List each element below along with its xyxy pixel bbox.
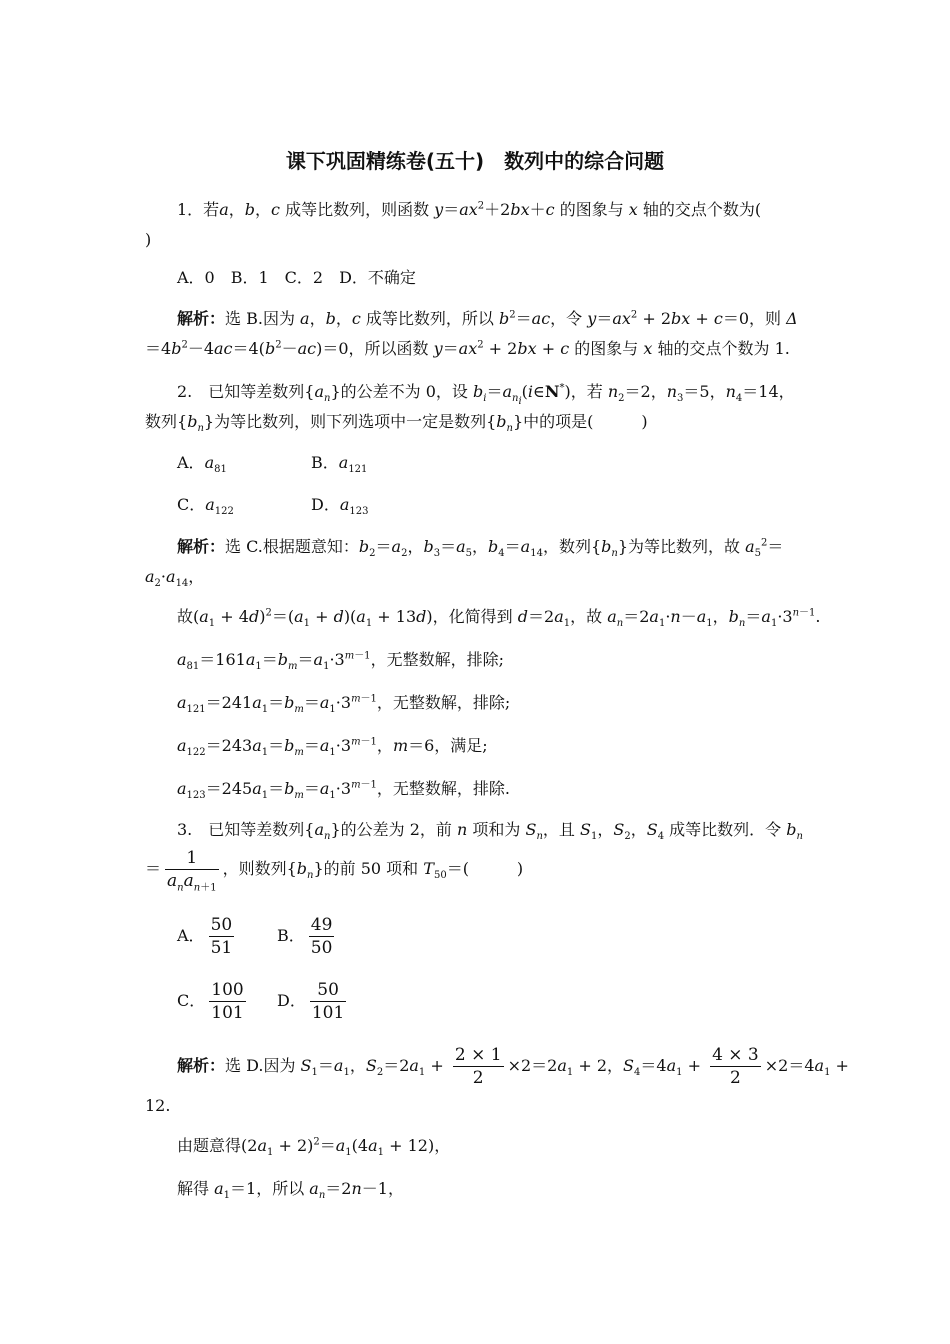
q3-bn-fraction: $\frac{1}{a_na_{n+1}}$ xyxy=(167,848,217,894)
q3-option-b: B． $\frac{49}{50}$ xyxy=(277,915,333,958)
q2-option-b: B．$a_{121}$ xyxy=(311,453,368,476)
q2-option-d: D．$a_{123}$ xyxy=(311,495,369,518)
q2-solution-line3: 故$(a_1 + 4d)^2=(a_1 + d)(a_1 + 13d)$，化简得到 $d=2a_1$，故 $a_n=2a_1\cdot n-a_1$，$b_n=a_1\cdot 3^{n-1}$. xyxy=(177,607,821,630)
q3-solution-line2: 12. xyxy=(145,1096,171,1115)
q3-option-d-fraction: $\frac{50}{101}$ xyxy=(311,980,345,1023)
q2-stem-line2: 数列$\{b_n\}$为等比数列，则下列选项中一定是数列$\{b_n\}$中的项是( ) xyxy=(145,412,648,435)
q3-option-b-fraction: $\frac{49}{50}$ xyxy=(310,915,333,958)
q2-solution-line4: $a_{81}=161a_1=b_m=a_1\cdot 3^{m-1}$，无整数解，排除; xyxy=(177,650,504,673)
q1-stem-line2: ) xyxy=(145,230,152,249)
q2-solution-line5: $a_{121}=241a_1=b_m=a_1\cdot 3^{m-1}$，无整数解，排除; xyxy=(177,693,511,716)
q1-solution-line1: 解析：选 B.因为 a，b，c 成等比数列，所以 $b^2=ac$，令 $y=ax^2 + 2bx + c=0$，则 Δ xyxy=(177,309,798,328)
q2-solution-line7: $a_{123}=245a_1=b_m=a_1\cdot 3^{m-1}$，无整数解，排除. xyxy=(177,779,511,802)
q2-option-c: C．$a_{122}$ xyxy=(177,495,234,518)
q2-solution-line1: 解析：选 C.根据题意知：$b_2=a_2$，$b_3=a_5$，$b_4=a_{14}$，数列$\{b_n\}$为等比数列，故 $a_5^2=$ xyxy=(177,537,784,560)
q3-stem-line2: ＝ $\frac{1}{a_na_{n+1}}$ ，则数列$\{b_n\}$的前 50 项和 $T_{50}=$( ) xyxy=(145,848,524,894)
q3-option-a-fraction: $\frac{50}{51}$ xyxy=(210,915,233,958)
q1-options: A．0 B．1 C．2 D．不确定 xyxy=(177,268,416,287)
q3-option-a: A． $\frac{50}{51}$ xyxy=(177,915,233,958)
q1-stem-line1: 1．若a，b，c 成等比数列，则函数 $y=ax^2+2bx+c$ 的图象与 x 轴的交点个数为( xyxy=(177,200,762,219)
q2-solution-label: 解析： xyxy=(177,537,226,556)
q1-solution-label: 解析： xyxy=(177,309,226,328)
q2-option-a: A．$a_{81}$ xyxy=(177,453,227,476)
q2-solution-line6: $a_{122}=243a_1=b_m=a_1\cdot 3^{m-1}$，m＝6，满足; xyxy=(177,736,488,759)
q3-solution-label: 解析： xyxy=(177,1056,226,1075)
q3-solution-line1: 解析：选 D.因为 $S_1=a_1$，$S_2=2a_1$ + $\frac{2 \times 1}{2}$ $\times 2=2a_1 + 2$，$S_4=4a_1$ + $\frac{4 \times 3}{2}$ $\times 2=4a_1$ + xyxy=(177,1045,849,1088)
q3-option-d: D． $\frac{50}{101}$ xyxy=(277,980,345,1023)
q3-option-c-fraction: $\frac{100}{101}$ xyxy=(211,980,244,1023)
q3-option-c: C． $\frac{100}{101}$ xyxy=(177,980,244,1023)
q3-solution-line4: 解得 $a_1=1$，所以 $a_n=2n-1$， xyxy=(177,1179,404,1202)
q1-solution-line2: $=4b^2-4ac=4(b^2-ac)=0$，所以函数 $y=ax^2 + 2bx + c$ 的图象与 x 轴的交点个数为 1. xyxy=(145,339,790,358)
q3-solution-line3: 由题意得$(2a_1 + 2)^2=a_1(4a_1 + 12)$， xyxy=(177,1136,451,1159)
q2-solution-line2: $a_2\cdot a_{14}$， xyxy=(145,567,205,590)
q2-stem-line1: 2. 已知等差数列$\{a_n\}$的公差不为 0，设 $b_i=a_{n_i}(i\in N^*)$，若 $n_2=2$，$n_3=5$，$n_4=14$， xyxy=(177,382,795,408)
page-title: 课下巩固精练卷(五十) 数列中的综合问题 xyxy=(285,149,665,173)
q3-stem-line1: 3. 已知等差数列$\{a_n\}$的公差为 2，前 n 项和为 $S_n$，且 $S_1$，$S_2$，$S_4$ 成等比数列．令 $b_n$ xyxy=(177,820,803,843)
